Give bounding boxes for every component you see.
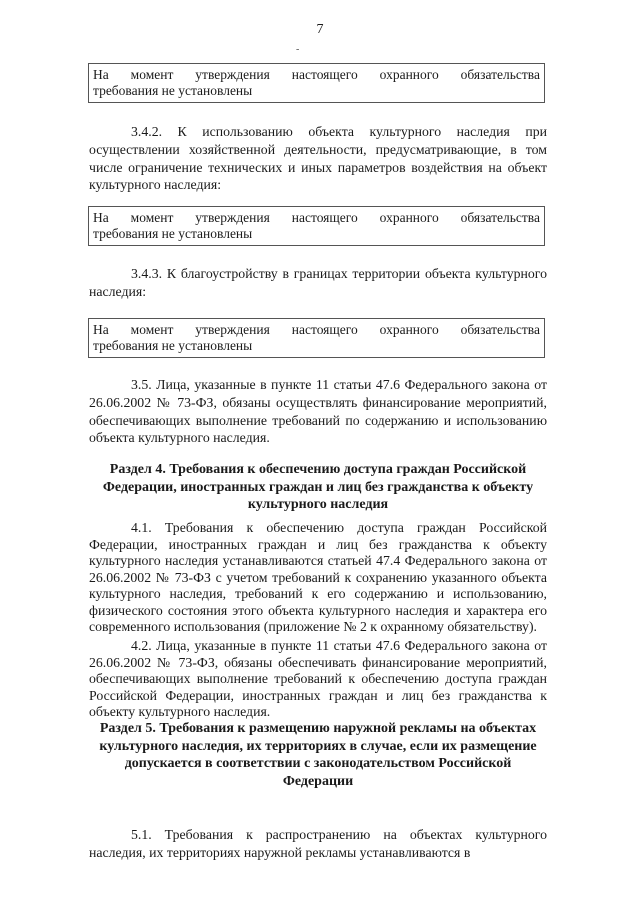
box-text-line: требования не установлены [93,338,253,353]
requirements-box-2 [88,206,545,246]
section-4-heading: Раздел 4. Требования к обеспечению доступа граждан Российской Федерации, иностранных граждан и лиц без гражданства к объекту культурного наследия [102,462,534,512]
page-number: 7 [316,22,324,37]
paragraph-3-4-3: 3.4.3. К благоустройству в границах территории объекта культурного наследия: [89,266,547,299]
requirements-box-3 [88,318,545,358]
box-text-line: На момент утверждения настоящего охранного обязательства [93,67,540,82]
requirements-box-1 [88,63,545,103]
paragraph-4-2: 4.2. Лица, указанные в пункте 11 статьи 47.6 Федерального закона от 26.06.2002 № 73-ФЗ, обязаны обеспечивать финансирование мероприятий, обеспечивающих выполнение требований к обеспечению доступа граждан Российской Федерации, иностранных граждан и лиц без гражданства к объекту культурного наследия. [89,638,547,719]
paragraph-3-4-2: 3.4.2. К использованию объекта культурного наследия при осуществлении хозяйственной деятельности, предусматривающие, в том числе ограничение технических и иных параметров воздействия на объект культурного наследия: [89,124,547,193]
box-text-line: требования не установлены [93,226,253,241]
page-mark: - [296,44,300,55]
paragraph-5-1: 5.1. Требования к распространению на объектах культурного наследия, их территориях наружной рекламы устанавливаются в [89,827,547,860]
section-5-heading: Раздел 5. Требования к размещению наружной рекламы на объектах культурного наследия, их территориях в случае, если их размещение допускается в соответствии с законодательством Российской Федерации [99,721,537,789]
paragraph-3-5: 3.5. Лица, указанные в пункте 11 статьи 47.6 Федерального закона от 26.06.2002 № 73-ФЗ, обязаны осуществлять финансирование мероприятий, обеспечивающих выполнение требований по содержанию и использованию объекта культурного наследия. [89,377,547,446]
paragraph-4-1: 4.1. Требования к обеспечению доступа граждан Российской Федерации, иностранных граждан и лиц без гражданства к объекту культурного наследия устанавливаются статьей 47.4 Федерального закона от 26.06.2002 № 73-ФЗ с учетом требований к сохранению указанного объекта культурного наследия, требований к его содержанию и использованию, физического состояния этого объекта культурного наследия и характера его современного использования (приложение № 2 к охранному обязательству). [89,520,547,634]
box-text-line: На момент утверждения настоящего охранного обязательства [93,322,540,337]
box-text-line: На момент утверждения настоящего охранного обязательства [93,210,540,225]
box-text-line: требования не установлены [93,83,253,98]
